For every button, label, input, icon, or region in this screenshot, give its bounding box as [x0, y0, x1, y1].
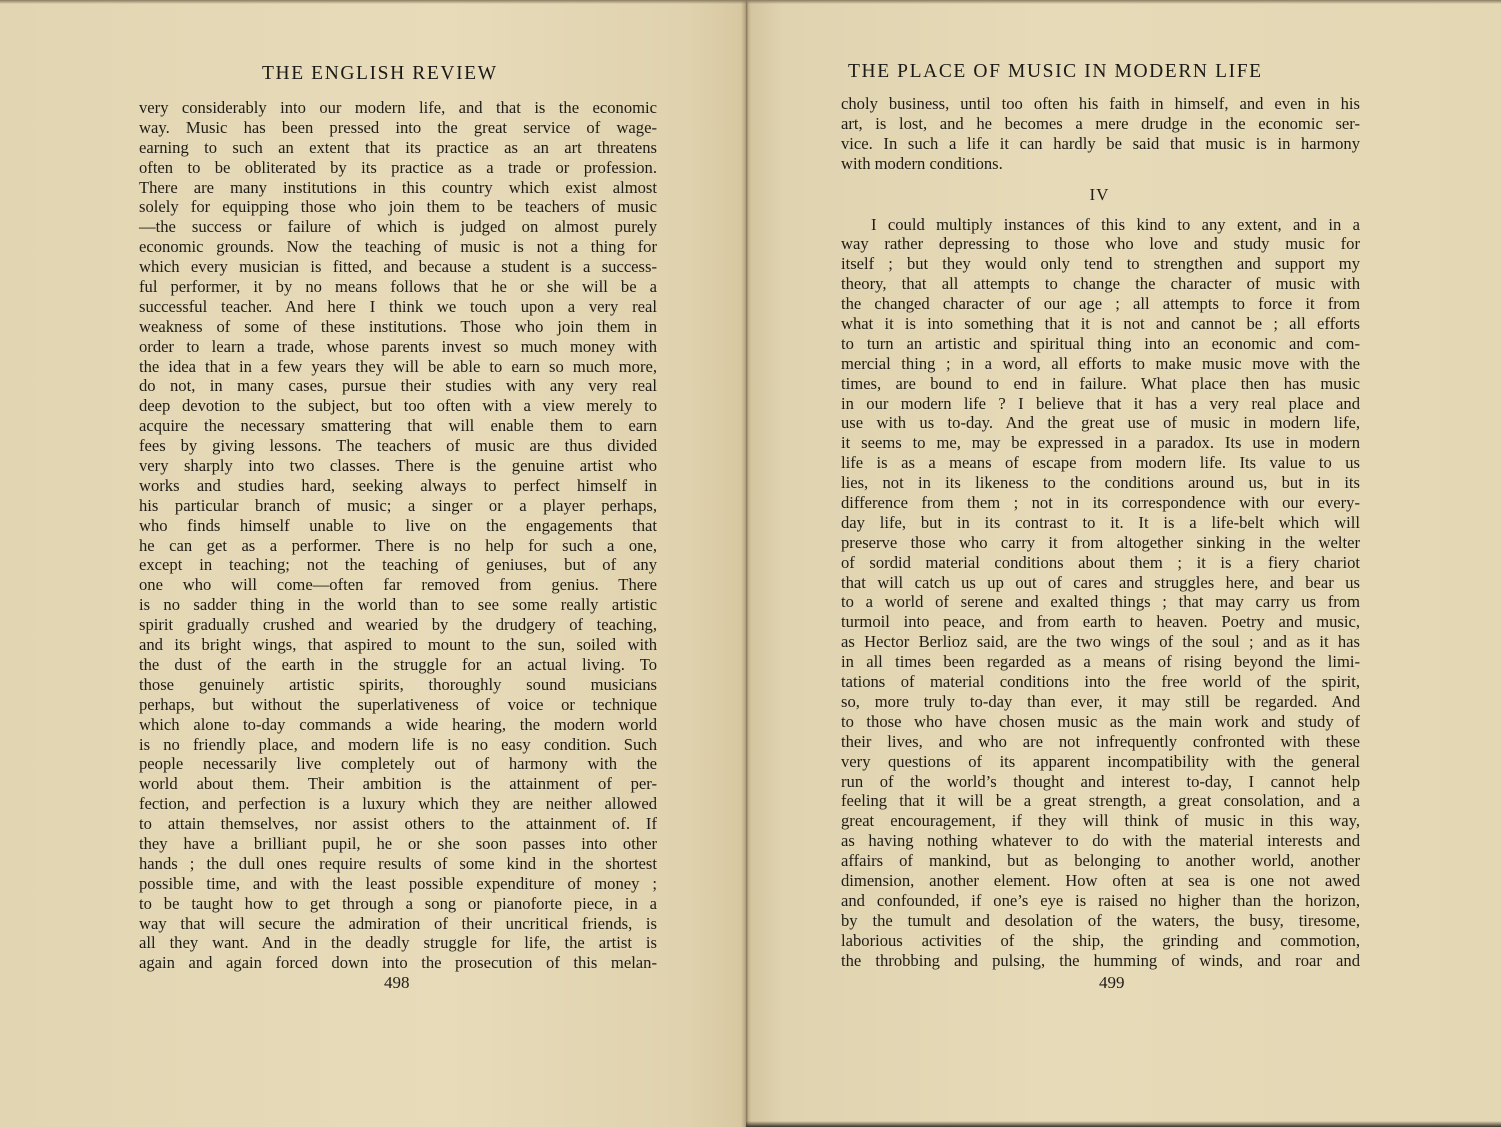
text-line: so, more truly to-day than ever, it may still be regarded. And	[841, 691, 1360, 711]
text-line: in our modern life ? I believe that it has a very real place and	[841, 393, 1360, 413]
section-number: IV	[1089, 184, 1110, 204]
text-line: and its bright wings, that aspired to mount to the sun, soiled with	[139, 635, 657, 655]
text-line: one who will come—often far removed from genius. There	[139, 575, 657, 595]
right-text-before-section	[841, 94, 1360, 174]
text-line: mercial thing ; in a word, all efforts to make music move with the	[841, 353, 1360, 373]
text-line: use with us to-day. And the great use of music in modern life,	[841, 413, 1360, 433]
text-line: is no friendly place, and modern life is no easy condition. Such	[139, 734, 657, 754]
text-line: itself ; but they would only tend to strengthen and support my	[841, 254, 1360, 274]
text-line: their lives, and who are not infrequently confronted with these	[841, 731, 1360, 751]
text-line: way rather depressing to those who love and study music for	[841, 234, 1360, 254]
text-line: vice. In such a life it can hardly be said that music is in harmony	[841, 133, 1360, 153]
text-line: his particular branch of music; a singer or a player perhaps,	[139, 495, 657, 515]
text-line: they have a brilliant pupil, he or she soon passes into other	[139, 833, 657, 853]
text-line: laborious activities of the ship, the grinding and commotion,	[841, 930, 1360, 950]
text-line: possible time, and with the least possible expenditure of money ;	[139, 873, 657, 893]
text-line: life is as a means of escape from modern life. Its value to us	[841, 453, 1360, 473]
text-line: do not, in many cases, pursue their studies with any very real	[139, 376, 657, 396]
text-line: affairs of mankind, but as belonging to another world, another	[841, 851, 1360, 871]
text-line: art, is lost, and he becomes a mere drudge in the economic ser-	[841, 113, 1360, 133]
text-line: —the success or failure of which is judged on almost purely	[139, 217, 657, 237]
text-line: that will catch us up out of cares and struggles here, and bear us	[841, 572, 1360, 592]
text-line: earning to such an extent that its practice as an art threatens	[139, 137, 657, 157]
text-line: very sharply into two classes. There is the genuine artist who	[139, 456, 657, 476]
text-line: who finds himself unable to live on the engagements that	[139, 515, 657, 535]
text-line: which every musician is fitted, and because a student is a success-	[139, 257, 657, 277]
text-line: ful performer, it by no means follows that he or she will be a	[139, 277, 657, 297]
text-line: to a world of serene and exalted things ; that may carry us from	[841, 592, 1360, 612]
text-line: which alone to-day commands a wide hearing, the modern world	[139, 714, 657, 734]
text-line: the throbbing and pulsing, the humming of winds, and roar and	[841, 950, 1360, 970]
text-line: as Hector Berlioz said, are the two wings of the soul ; and as it has	[841, 632, 1360, 652]
text-line: to turn an artistic and spiritual thing into an economic and com-	[841, 333, 1360, 353]
text-line: tations of material conditions into the free world of the spirit,	[841, 672, 1360, 692]
text-line: the changed character of our age ; all attempts to force it from	[841, 294, 1360, 314]
text-line: all they want. And in the deadly struggle for life, the artist is	[139, 933, 657, 953]
text-line: economic grounds. Now the teaching of music is not a thing for	[139, 237, 657, 257]
text-line: weakness of some of these institutions. Those who join them in	[139, 316, 657, 336]
right-body-text	[841, 94, 1360, 970]
bottom-page-edge	[746, 1121, 1501, 1127]
text-line: it seems to me, may be expressed in a paradox. Its use in modern	[841, 433, 1360, 453]
text-line: to attain themselves, nor assist others to the attainment of. If	[139, 814, 657, 834]
text-line: except in teaching; not the teaching of geniuses, but of any	[139, 555, 657, 575]
text-line: I could multiply instances of this kind to any extent, and in a	[871, 214, 1360, 234]
text-line: theory, that all attempts to change the character of music with	[841, 274, 1360, 294]
text-line: way that will secure the admiration of their uncritical friends, is	[139, 913, 657, 933]
text-line: he can get as a performer. There is no help for such a one,	[139, 535, 657, 555]
text-line: to those who have chosen music as the main work and study of	[841, 711, 1360, 731]
text-line: deep devotion to the subject, but too often with a view merely to	[139, 396, 657, 416]
text-line: run of the world’s thought and interest to-day, I cannot help	[841, 771, 1360, 791]
text-line: world about them. Their ambition is the attainment of per-	[139, 774, 657, 794]
text-line: perhaps, but without the superlativeness of voice or technique	[139, 694, 657, 714]
text-line: often to be obliterated by its practice as a trade or profession.	[139, 157, 657, 177]
text-line: in all times been regarded as a means of rising beyond the limi-	[841, 652, 1360, 672]
text-line: dimension, another element. How often at sea is one not awed	[841, 870, 1360, 890]
text-line: spirit gradually crushed and wearied by the drudgery of teaching,	[139, 615, 657, 635]
text-line: times, are bound to end in failure. What place then has music	[841, 373, 1360, 393]
top-page-edge	[0, 0, 1501, 4]
left-body-text	[139, 98, 657, 973]
text-line: as having nothing whatever to do with the material interests and	[841, 831, 1360, 851]
text-line: acquire the necessary smattering that will enable them to earn	[139, 416, 657, 436]
text-line: what it is into something that it is not and cannot be ; all efforts	[841, 314, 1360, 334]
text-line: those genuinely artistic spirits, thoroughly sound musicians	[139, 674, 657, 694]
text-line: very considerably into our modern life, and that is the economic	[139, 98, 657, 117]
text-line: of sordid material conditions about them ; it is a fiery chariot	[841, 552, 1360, 572]
right-text-after-section	[841, 215, 1360, 971]
text-line: day life, but in its contrast to it. It is a life-belt which will	[841, 512, 1360, 532]
text-line: hands ; the dull ones require results of some kind in the shortest	[139, 853, 657, 873]
text-line: people necessarily live completely out of harmony with the	[139, 754, 657, 774]
text-line: preserve those who carry it from altogether sinking in the welter	[841, 532, 1360, 552]
text-line: order to learn a trade, whose parents invest so much money with	[139, 336, 657, 356]
text-line: very questions of its apparent incompatibility with the general	[841, 751, 1360, 771]
text-line: solely for equipping those who join them to be teachers of music	[139, 197, 657, 217]
right-page-number: 499	[1099, 973, 1125, 992]
text-line: the dust of the earth in the struggle for an actual living. To	[139, 654, 657, 674]
right-running-head: THE PLACE OF MUSIC IN MODERN LIFE	[848, 61, 1263, 82]
book-gutter	[741, 0, 751, 1127]
text-line: choly business, until too often his faith in himself, and even in his	[841, 94, 1360, 113]
left-page-number: 498	[384, 973, 410, 992]
text-line: with modern conditions.	[841, 153, 1003, 173]
text-line: turmoil into peace, and from earth to heaven. Poetry and music,	[841, 612, 1360, 632]
text-line: lies, not in its likeness to the conditions around us, but in its	[841, 473, 1360, 493]
text-line: great encouragement, if they will think of music in this way,	[841, 811, 1360, 831]
text-line: There are many institutions in this country which exist almost	[139, 177, 657, 197]
text-line: feeling that it will be a great strength, a great consolation, and a	[841, 791, 1360, 811]
text-line: again and again forced down into the prosecution of this melan-	[139, 953, 657, 973]
text-line: the idea that in a few years they will be able to earn so much more,	[139, 356, 657, 376]
text-line: fees by giving lessons. The teachers of music are thus divided	[139, 436, 657, 456]
left-running-head: THE ENGLISH REVIEW	[262, 63, 498, 84]
text-line: fection, and perfection is a luxury which they are neither allowed	[139, 794, 657, 814]
text-line: to be taught how to get through a song or pianoforte piece, in a	[139, 893, 657, 913]
text-line: is no sadder thing in the world than to see some really artistic	[139, 595, 657, 615]
text-line: way. Music has been pressed into the great service of wage-	[139, 117, 657, 137]
text-line: difference from them ; not in its correspondence with our every-	[841, 493, 1360, 513]
text-line: successful teacher. And here I think we touch upon a very real	[139, 296, 657, 316]
text-line: and confounded, if one’s eye is raised no higher than the horizon,	[841, 890, 1360, 910]
text-line: by the tumult and desolation of the waters, the busy, tiresome,	[841, 910, 1360, 930]
text-line: works and studies hard, seeking always to perfect himself in	[139, 475, 657, 495]
